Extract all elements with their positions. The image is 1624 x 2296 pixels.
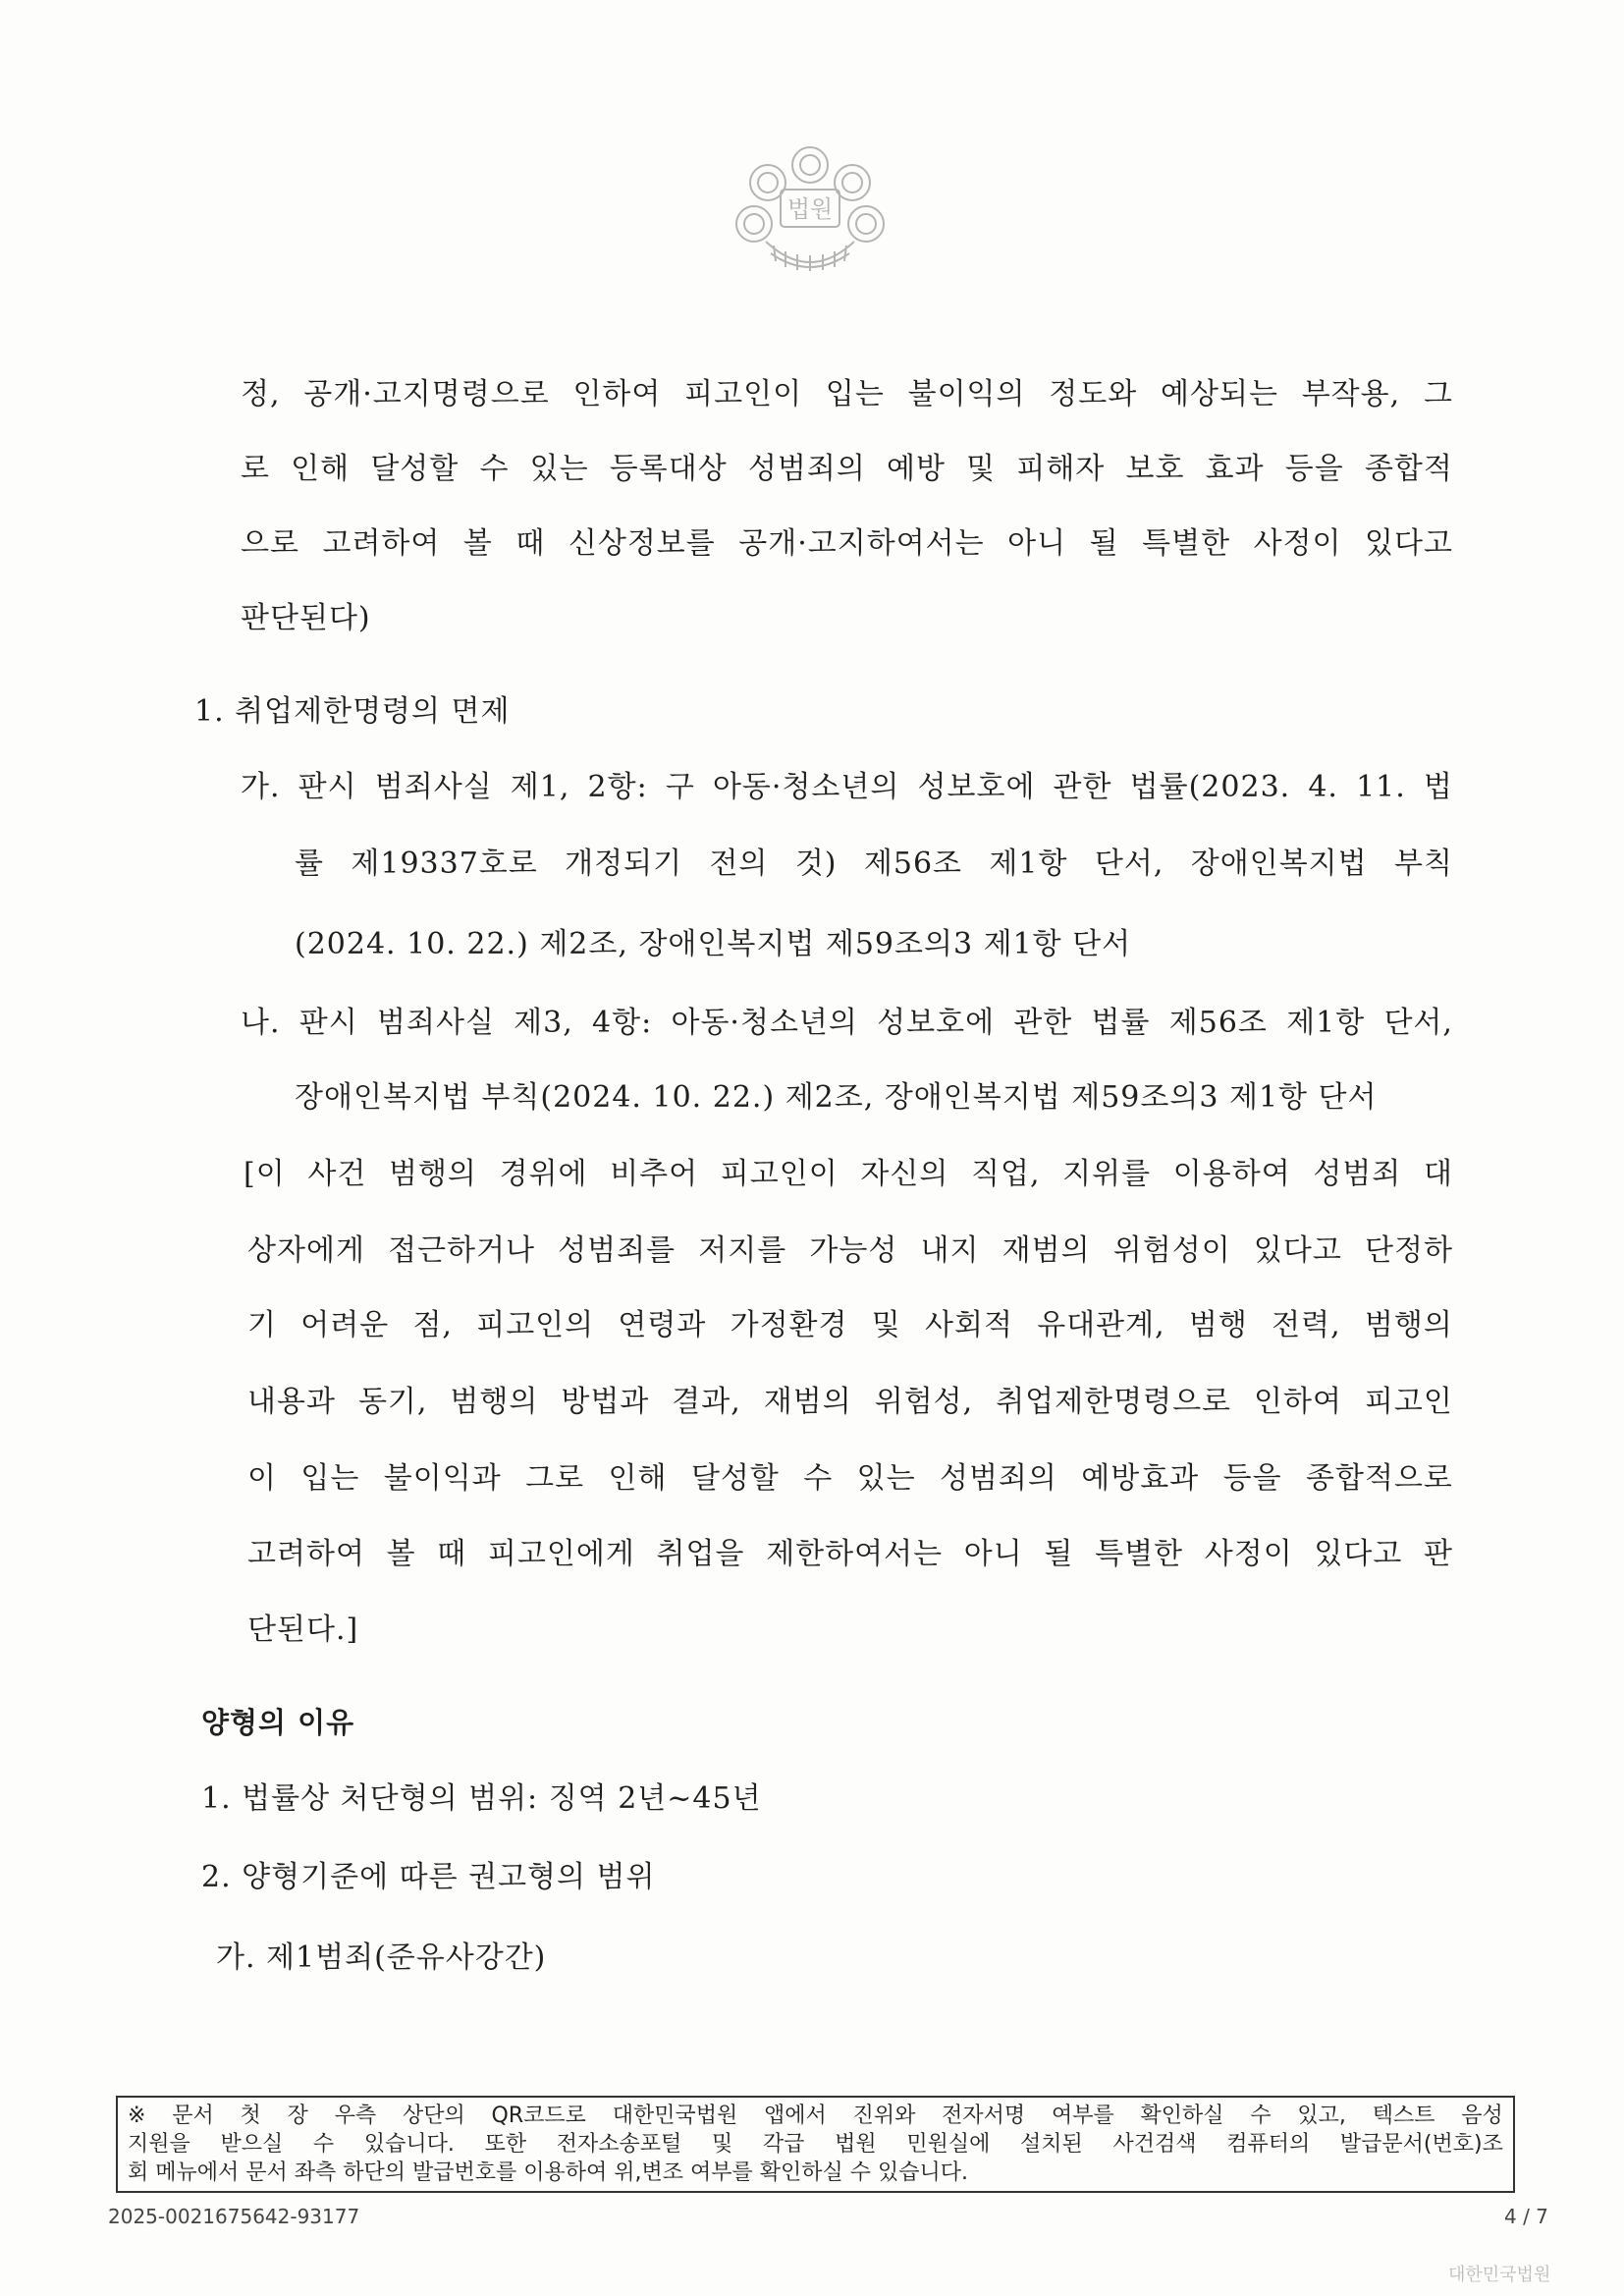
notice-line-3: 회 메뉴에서 문서 좌측 하단의 발급번호를 이용하여 위,변조 여부를 확인하실 수 있습니다. [128,2160,968,2185]
body-line-4: 판단된다) [241,601,371,635]
body-line-1: 정, 공개·고지명령으로 인하여 피고인이 입는 불이익의 정도와 예상되는 부작용, 그 [241,377,1453,411]
notice-line-1: ※ 문서 첫 장 우측 상단의 QR코드로 대한민국법원 앱에서 진위와 전자서명 여부를 확인하실 수 있고, 텍스트 음성 [128,2104,1503,2128]
sentencing-item-2-ga: 가. 제1범죄(준유사강간) [216,1941,547,1975]
item-ga-line-2: 률 제19337호로 개정되기 전의 것) 제56조 제1항 단서, 장애인복지법 부칙 [295,847,1453,881]
reason-line-3: 기 어려운 점, 피고인의 연령과 가정환경 및 사회적 유대관계, 범행 전력, 범행의 [247,1308,1453,1342]
body-line-2: 로 인해 달성할 수 있는 등록대상 성범죄의 예방 및 피해자 보호 효과 등을 종합적 [241,452,1453,486]
sentencing-item-2: 2. 양형기준에 따른 권고형의 범위 [201,1860,656,1894]
section-heading-employment-exemption: 1. 취업제한명령의 면제 [194,694,511,729]
reason-line-4: 내용과 동기, 범행의 방법과 결과, 재범의 위험성, 취업제한명령으로 인하여 피고인 [247,1385,1453,1419]
reason-line-1: [이 사건 범행의 경위에 비추어 피고인이 자신의 직업, 지위를 이용하여 성범죄 대 [244,1157,1453,1191]
reason-line-5: 이 입는 불이익과 그로 인해 달성할 수 있는 성범죄의 예방효과 등을 종합적으로 [247,1461,1453,1496]
sentencing-reasons-heading: 양형의 이유 [201,1706,355,1739]
issue-number: 2025-0021675642-93177 [108,2205,360,2228]
court-seal-graphic [727,136,893,281]
reason-line-7: 단된다.] [247,1613,359,1647]
verification-notice-box [116,2096,1515,2193]
item-na-line-2: 장애인복지법 부칙(2024. 10. 22.) 제2조, 장애인복지법 제59조의3 제1항 단서 [295,1080,1378,1115]
reason-line-6: 고려하여 볼 때 피고인에게 취업을 제한하여서는 아니 될 특별한 사정이 있다고 판 [247,1537,1453,1571]
court-watermark: 대한민국법원 [1448,2265,1551,2285]
seal-text: 법원 [786,195,834,223]
court-seal [727,136,893,281]
item-ga-line-1: 가. 판시 범죄사실 제1, 2항: 구 아동·청소년의 성보호에 관한 법률(2023. 4. 11. 법 [241,770,1453,804]
item-na-line-1: 나. 판시 범죄사실 제3, 4항: 아동·청소년의 성보호에 관한 법률 제56조 제1항 단서, [241,1006,1453,1040]
item-ga-line-3: (2024. 10. 22.) 제2조, 장애인복지법 제59조의3 제1항 단서 [295,927,1132,961]
sentencing-item-1: 1. 법률상 처단형의 범위: 징역 2년~45년 [201,1781,762,1816]
page-number: 4 / 7 [1504,2205,1548,2228]
notice-line-2: 지원을 받으실 수 있습니다. 또한 전자소송포털 및 각급 법원 민원실에 설치된 사건검색 컴퓨터의 발급문서(번호)조 [128,2132,1503,2157]
body-line-3: 으로 고려하여 볼 때 신상정보를 공개·고지하여서는 아니 될 특별한 사정이 있다고 [241,526,1453,561]
reason-line-2: 상자에게 접근하거나 성범죄를 저지를 가능성 내지 재범의 위험성이 있다고 단정하 [247,1233,1453,1268]
